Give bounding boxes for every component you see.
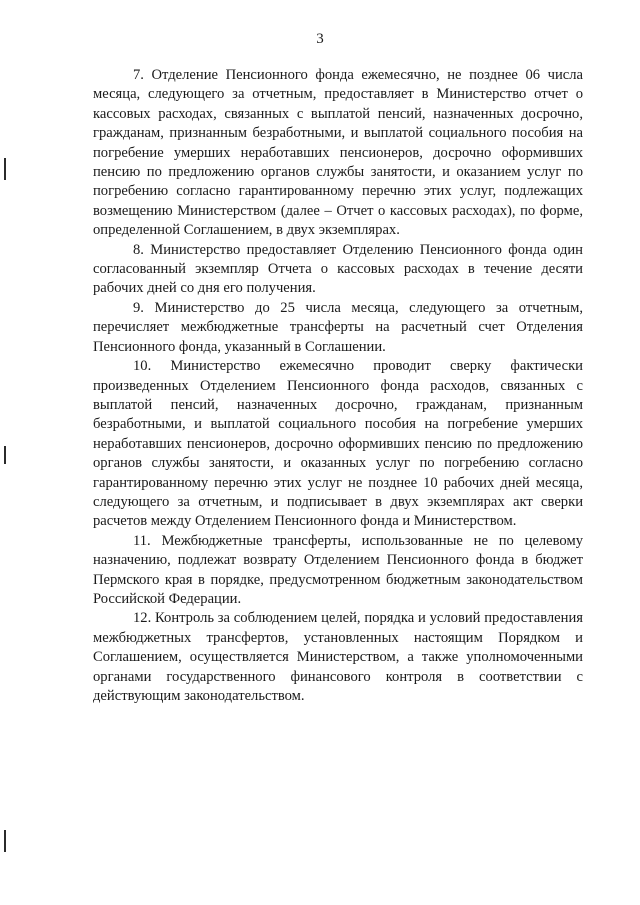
scan-edge-mark <box>4 158 6 180</box>
page-number: 3 <box>316 31 324 47</box>
paragraph-8: 8. Министерство предоставляет Отделению Пенсионного фонда один согласованный экземпляр Отчета о кассовых расходах в течение десяти рабочих дней со дня его получения. <box>93 241 583 297</box>
paragraph-7: 7. Отделение Пенсионного фонда ежемесячно, не позднее 06 числа месяца, следующего за отчетным, предоставляет в Министерство отчет о кассовых расходах, связанных с выплатой пенсий, назначенных досрочно, гражданам, признанным безработными, и выплатой социального пособия на погребение умерших неработавших пенсионеров, досрочно оформивших пенсию по предложению органов службы занятости, и оказанием услуг по погребению согласно гарантированному перечню этих услуг, подлежащих возмещению Министерством (далее – Отчет о кассовых расходах), по форме, определенной Соглашением, в двух экземплярах. <box>93 67 583 239</box>
paragraph-11: 11. Межбюджетные трансферты, использованные не по целевому назначению, подлежат возврату Отделением Пенсионного фонда в бюджет Пермского края в порядке, предусмотренном бюджетным законодательством Российской Федерации. <box>93 532 583 607</box>
scan-edge-mark <box>4 830 6 852</box>
document-body <box>93 66 583 706</box>
paragraph-9: 9. Министерство до 25 числа месяца, следующего за отчетным, перечисляет межбюджетные трансферты на расчетный счет Отделения Пенсионного фонда, указанный в Соглашении. <box>93 299 583 355</box>
paragraph-12: 12. Контроль за соблюдением целей, порядка и условий предоставления межбюджетных трансфертов, установленных настоящим Порядком и Соглашением, осуществляется Министерством, а также уполномоченными органами государственного финансового контроля в соответствии с действующим законодательством. <box>93 610 583 704</box>
scan-edge-mark <box>4 446 6 464</box>
paragraph-10: 10. Министерство ежемесячно проводит сверку фактически произведенных Отделением Пенсионного фонда расходов, связанных с выплатой пенсий, назначенных досрочно, гражданам, признанным безработными, и выплатой социального пособия на погребение умерших неработавших пенсионеров, досрочно оформивших пенсию по предложению органов службы занятости, и оказанных услуг по погребению согласно гарантированному перечню этих услуг не позднее 10 рабочих дней месяца, следующего за отчетным, и подписывает в двух экземплярах акт сверки расчетов между Отделением Пенсионного фонда и Министерством. <box>93 358 583 530</box>
